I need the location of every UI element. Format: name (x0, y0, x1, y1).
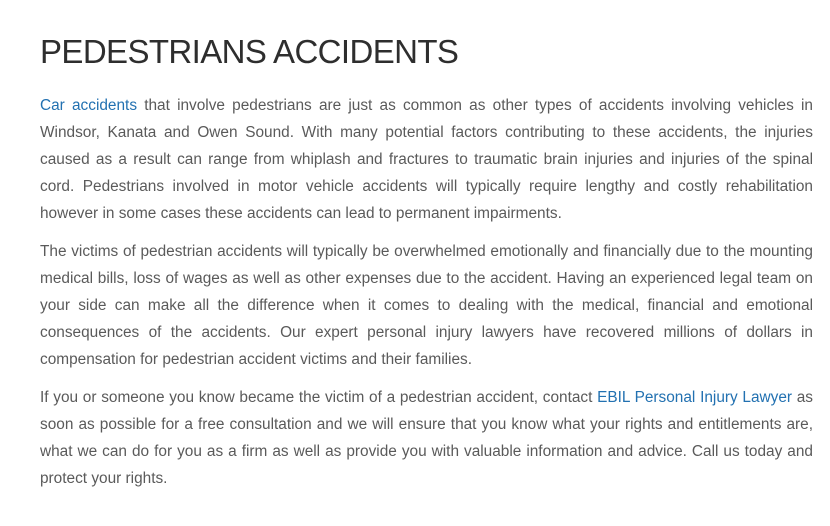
article-content (40, 30, 813, 503)
paragraph-contact-text-before: If you or someone you know became the victim of a pedestrian accident, contact (40, 389, 598, 406)
ebil-lawyer-link[interactable]: EBIL Personal Injury Lawyer (597, 389, 793, 406)
paragraph-victims (40, 238, 813, 373)
paragraph-contact-text-after: as soon as possible for a free consultation and we will ensure that you know what your rights and entitlements are, what we can do for you as a firm as well as provide you with valuable information and advice. Call us today and protect your rights. (40, 389, 814, 487)
car-accidents-link[interactable]: Car accidents (40, 97, 138, 114)
paragraph-intro-text: that involve pedestrians are just as common as other types of accidents involving vehicles in Windsor, Kanata and Owen Sound. With many potential factors contributing to these accidents, the injuries caused as a result can range from whiplash and fractures to traumatic brain injuries and injuries of the spinal cord. Pedestrians involved in motor vehicle accidents will typically require lengthy and costly rehabilitation however in some cases these accidents can lead to permanent impairments. (40, 97, 813, 222)
page-title: PEDESTRIANS ACCIDENTS (40, 33, 459, 70)
paragraph-contact (40, 384, 813, 492)
paragraph-intro (40, 92, 813, 227)
paragraph-victims-text: The victims of pedestrian accidents will typically be overwhelmed emotionally and financially due to the mounting medical bills, loss of wages as well as other expenses due to the accident. Having an experienced legal team on your side can make all the difference when it comes to dealing with the medical, financial and emotional consequences of the accidents. Our expert personal injury lawyers have recovered millions of dollars in compensation for pedestrian accident victims and their families. (40, 243, 813, 368)
